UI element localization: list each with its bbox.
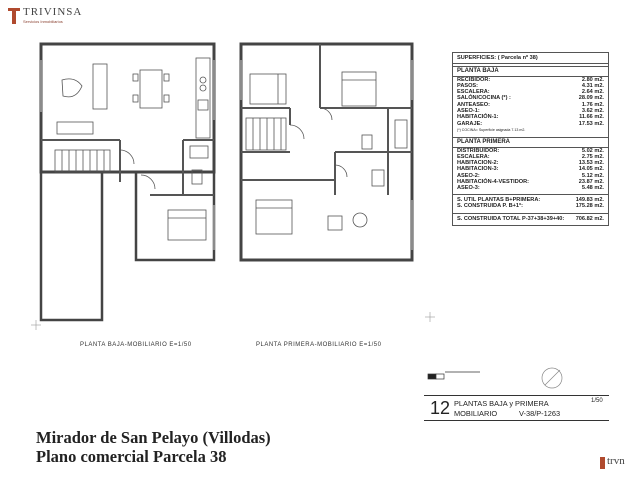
ground-floor-rows	[453, 77, 608, 127]
sheet-scale: 1/50	[591, 398, 603, 404]
ground-row-value: 11.66 m2.	[579, 114, 604, 121]
ground-row-label: RECIBIDOR:	[457, 76, 491, 83]
ground-row-value: 3.62 m2.	[581, 108, 604, 115]
first-row-value: 5.12 m2.	[581, 172, 604, 179]
first-row-value: 5.02 m2.	[581, 147, 604, 154]
first-row-value: 13.53 m2.	[578, 160, 604, 167]
brand-mark-icon	[600, 457, 605, 469]
first-row-label: DISTRIBUIDOR:	[457, 147, 500, 154]
first-row-value: 5.48 m2.	[581, 185, 604, 192]
ground-row-label: ASEO-1:	[457, 108, 480, 115]
ground-row-label: ANTEASEO:	[457, 101, 490, 108]
grand-total-value: 706.82 m2.	[575, 216, 604, 223]
kitchen-note: (*) COCINA= Superficie asignada 7.13 m2.	[457, 127, 526, 132]
logo-tagline: Servicios Inmobiliarios	[23, 19, 63, 24]
project-title: Mirador de San Pelayo (Villodas)	[36, 428, 271, 447]
plan-subtitle: Plano comercial Parcela 38	[36, 447, 227, 466]
ground-row-label: SALÓN/COCINA (*) :	[457, 95, 511, 102]
totals-row-label: S. CONSTRUIDA P. B+1ª:	[457, 202, 523, 209]
sheet-number: 12	[430, 398, 451, 418]
ground-floor-heading: PLANTA BAJA	[453, 66, 608, 76]
brand-mark	[600, 455, 636, 473]
ground-row-value: 2.64 m2.	[581, 89, 604, 96]
ground-row-label: PASOS:	[457, 82, 479, 89]
first-floor-rows	[453, 148, 608, 192]
totals-row-value: 175.28 m2.	[575, 202, 604, 209]
brand-mark-text: trvn	[607, 455, 625, 467]
ground-row-value: 1.76 m2.	[581, 101, 604, 108]
ground-row-label: HABITACIÓN-1:	[457, 114, 499, 121]
sheet-info-block	[424, 395, 609, 421]
ground-row-value: 4.31 m2.	[581, 82, 604, 89]
grand-total-label: S. CONSTRUIDA TOTAL P-37+38+39+40:	[457, 216, 565, 223]
first-row-value: 23.87 m2.	[578, 179, 604, 186]
first-row	[453, 185, 608, 191]
totals-row-value: 149.83 m2.	[575, 196, 604, 203]
ground-row-value: 17.53 m2.	[578, 120, 604, 127]
surfaces-title: SUPERFICIES: ( Parcela nº 38)	[453, 53, 608, 64]
grand-total	[453, 213, 608, 224]
surfaces-totals	[453, 194, 608, 212]
first-row-label: ASEO-2:	[457, 172, 480, 179]
first-floor-heading: PLANTA PRIMERA	[453, 137, 608, 147]
ground-row-label: GARAJE:	[457, 120, 483, 127]
first-row-value: 14.05 m2.	[578, 166, 604, 173]
first-row-label: ESCALERA:	[457, 153, 490, 160]
surfaces-table	[452, 52, 609, 226]
totals-row-label: S. UTIL PLANTAS B+PRIMERA:	[457, 196, 541, 203]
sheet-reference: V-38/P-1263	[519, 409, 561, 418]
first-floor-label: PLANTA PRIMERA-MOBILIARIO E=1/50	[256, 342, 382, 348]
first-floor-plan	[241, 44, 412, 260]
scale-bar	[428, 368, 562, 388]
first-row-value: 2.75 m2.	[581, 153, 604, 160]
first-row-label: ASEO-3:	[457, 185, 480, 192]
ground-floor-label: PLANTA BAJA-MOBILIARIO E=1/50	[80, 342, 192, 348]
sheet-title-line2: MOBILIARIO	[454, 409, 498, 418]
logo-name: TRIVINSA	[23, 6, 83, 18]
ground-row-value: 2.80 m2.	[581, 76, 604, 83]
totals-row	[453, 203, 608, 209]
ground-floor-plan	[41, 44, 214, 320]
ground-row-value: 28.09 m2.	[578, 95, 604, 102]
first-row-label: HABITACIÓN-4-VESTIDOR:	[457, 179, 529, 186]
ground-row-label: ESCALERA:	[457, 89, 490, 96]
first-row-label: HABITACION-2:	[457, 160, 499, 167]
grand-total-row	[453, 216, 608, 222]
first-row-label: HABITACION-3:	[457, 166, 499, 173]
sheet-title-line1: PLANTAS BAJA y PRIMERA	[454, 399, 549, 408]
